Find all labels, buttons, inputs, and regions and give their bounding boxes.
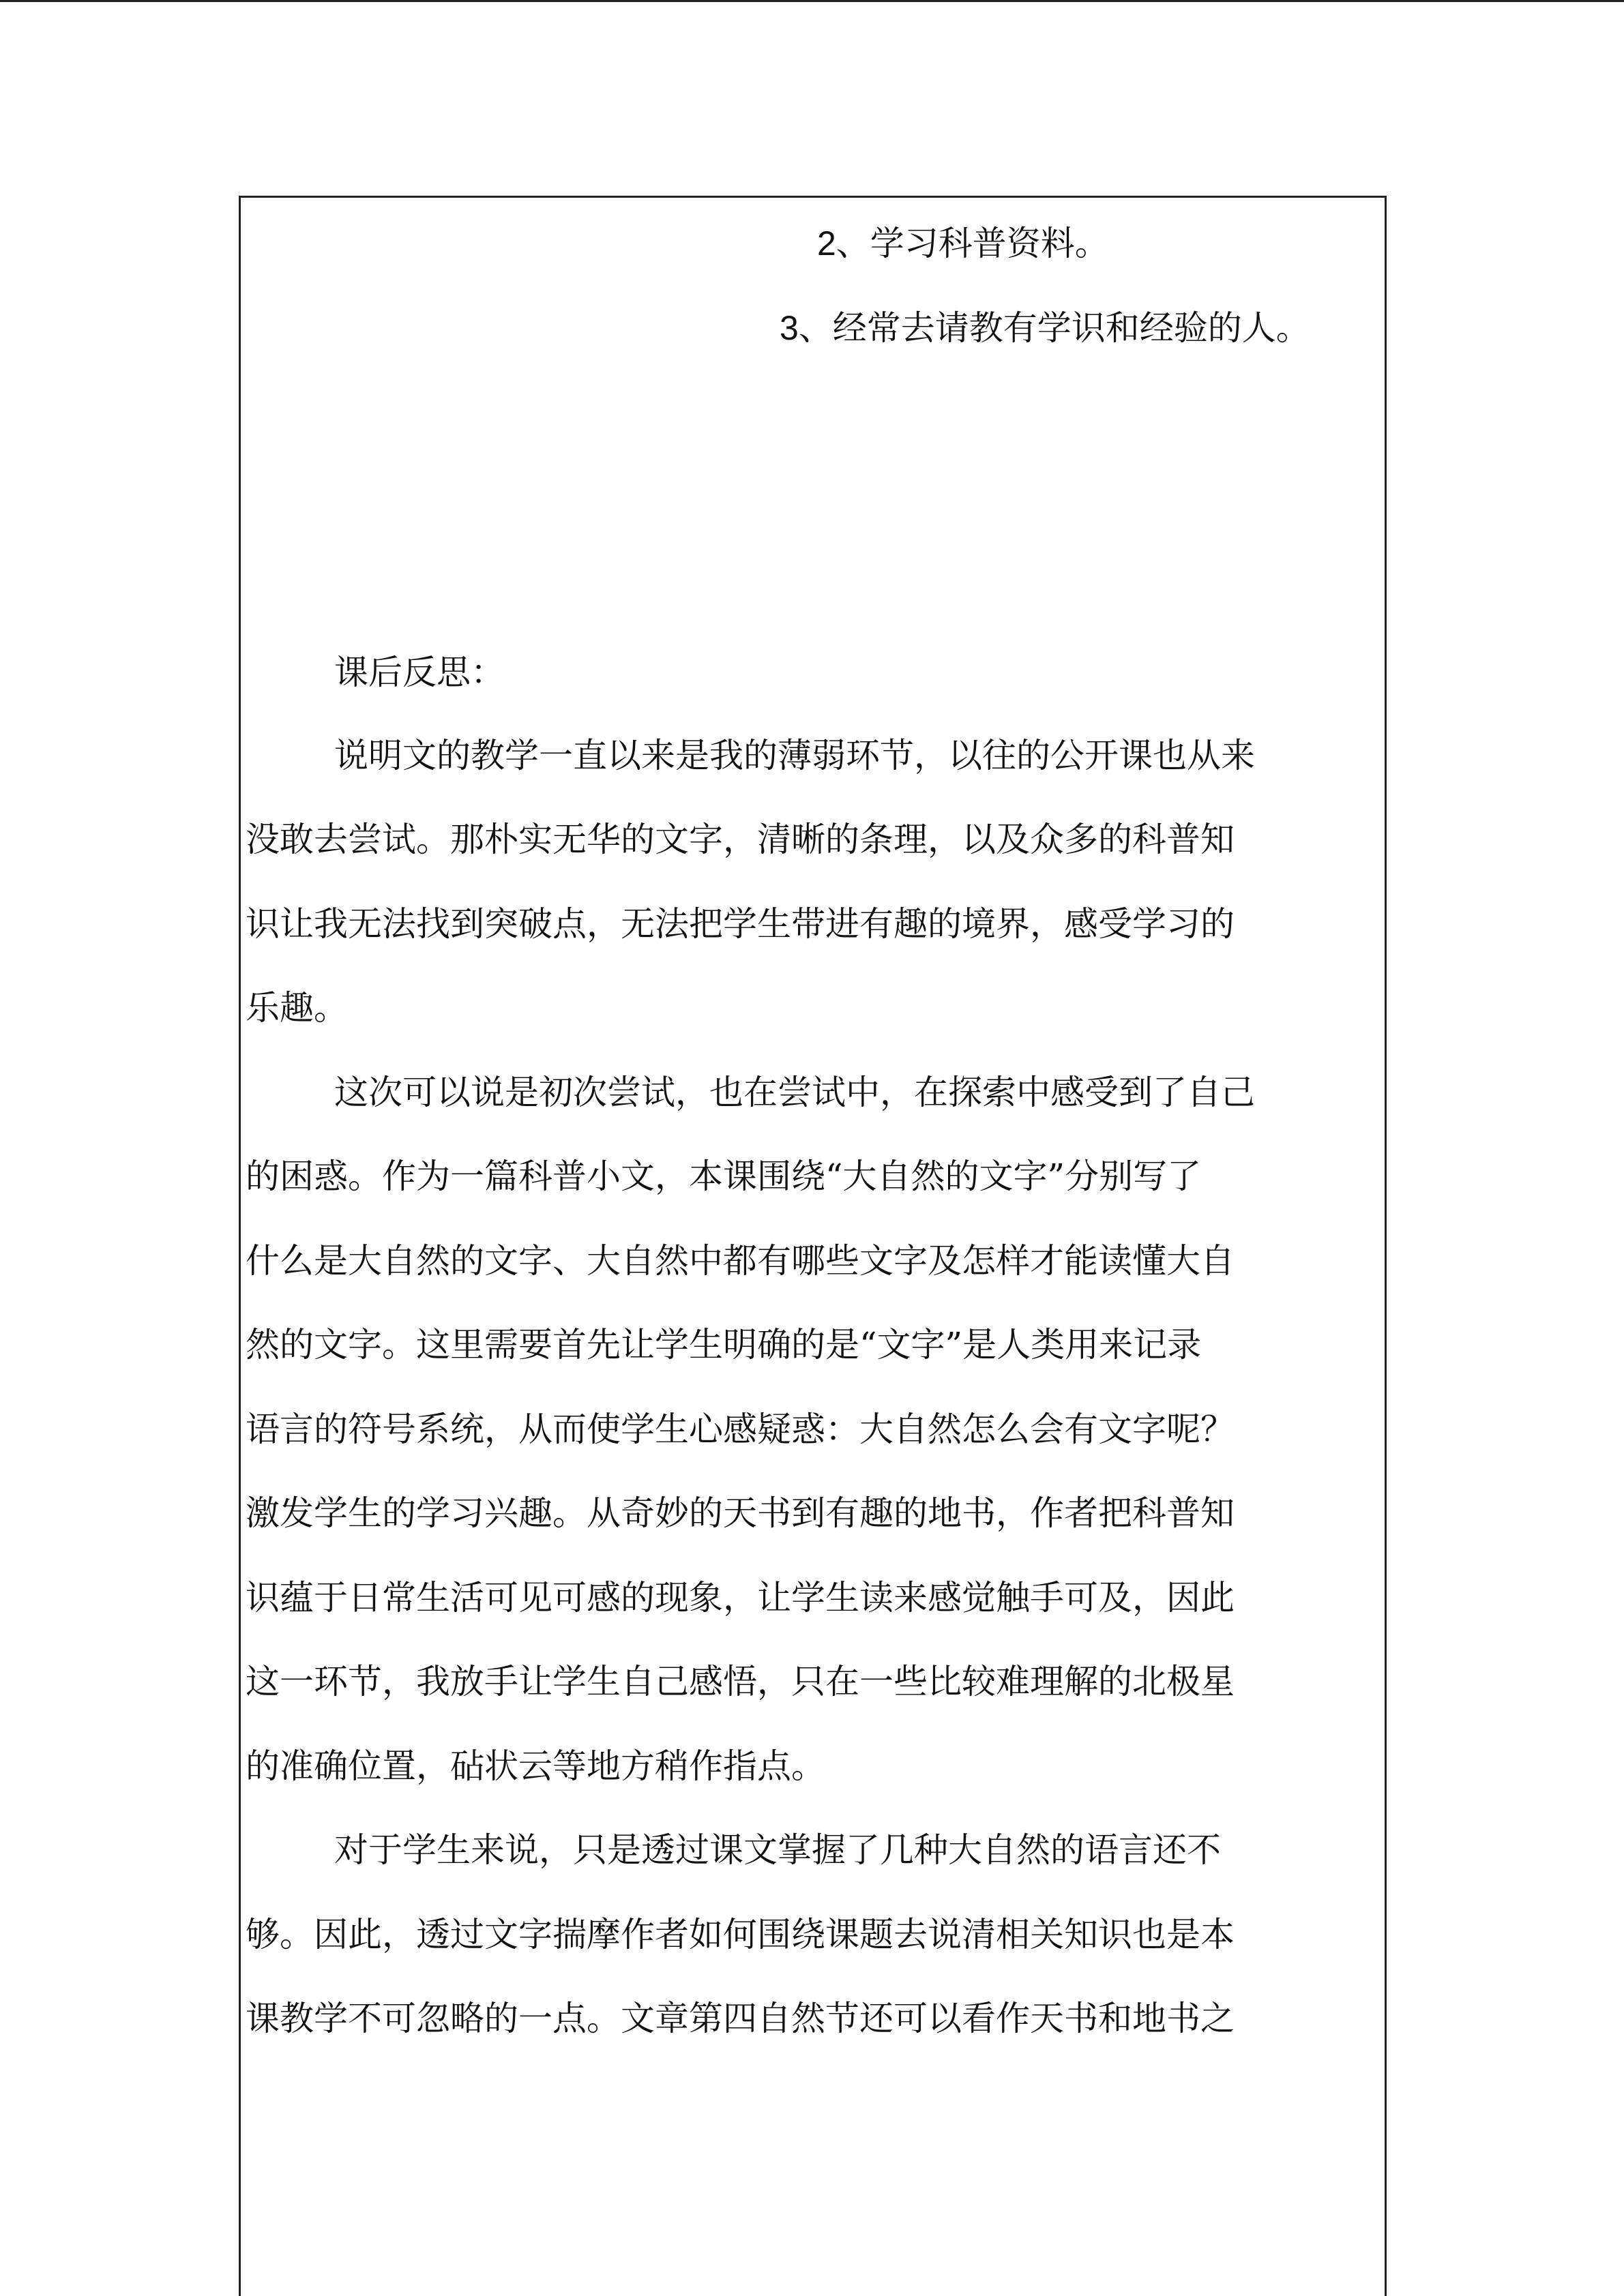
list-item-3 [780, 307, 1624, 349]
paragraph-line: 的准确位置，砧状云等地方稍作指点。 [246, 1746, 825, 1786]
paragraph-line: 识让我无法找到突破点，无法把学生带进有趣的境界，感受学习的 [246, 904, 1235, 944]
paragraph-line: 课教学不可忽略的一点。文章第四自然节还可以看作天书和地书之 [246, 1999, 1235, 2038]
paragraph-line: 没敢去尝试。那朴实无华的文字，清晰的条理，以及众多的科普知 [246, 820, 1235, 859]
paragraph-line: 说明文的教学一直以来是我的薄弱环节，以往的公开课也从来 [334, 736, 1255, 775]
paragraph-line: 乐趣。 [246, 988, 348, 1028]
paragraph-line: 激发学生的学习兴趣。从奇妙的天书到有趣的地书，作者把科普知 [246, 1493, 1235, 1533]
page-top-rule [0, 0, 1624, 2]
list-item-2 [817, 222, 1624, 265]
list-item-2-text: 、学习科普资料。 [836, 224, 1109, 263]
paragraph-line: 够。因此，透过文字揣摩作者如何围绕课题去说清相关知识也是本 [246, 1915, 1235, 1954]
paragraph-line: 什么是大自然的文字、大自然中都有哪些文字及怎样才能读懂大自 [246, 1241, 1235, 1281]
paragraph-line: 这次可以说是初次尝试，也在尝试中，在探索中感受到了自己 [334, 1073, 1255, 1112]
list-item-3-number: 3 [780, 309, 799, 347]
paragraph-line: 语言的符号系统，从而使学生心感疑惑：大自然怎么会有文字呢？ [246, 1410, 1235, 1449]
reflection-heading: 课后反思： [334, 653, 505, 692]
paragraph-line: 的困惑。作为一篇科普小文，本课围绕“大自然的文字”分别写了 [246, 1157, 1202, 1196]
paragraph-line: 对于学生来说，只是透过课文掌握了几种大自然的语言还不 [334, 1830, 1221, 1870]
paragraph-line: 这一环节，我放手让学生自己感悟，只在一些比较难理解的北极星 [246, 1662, 1235, 1701]
paragraph-line: 识蕴于日常生活可见可感的现象，让学生读来感觉触手可及，因此 [246, 1578, 1235, 1617]
list-item-2-number: 2 [817, 224, 836, 263]
paragraph-line: 然的文字。这里需要首先让学生明确的是“文字”是人类用来记录 [246, 1325, 1202, 1365]
list-item-3-text: 、经常去请教有学识和经验的人。 [798, 308, 1310, 348]
